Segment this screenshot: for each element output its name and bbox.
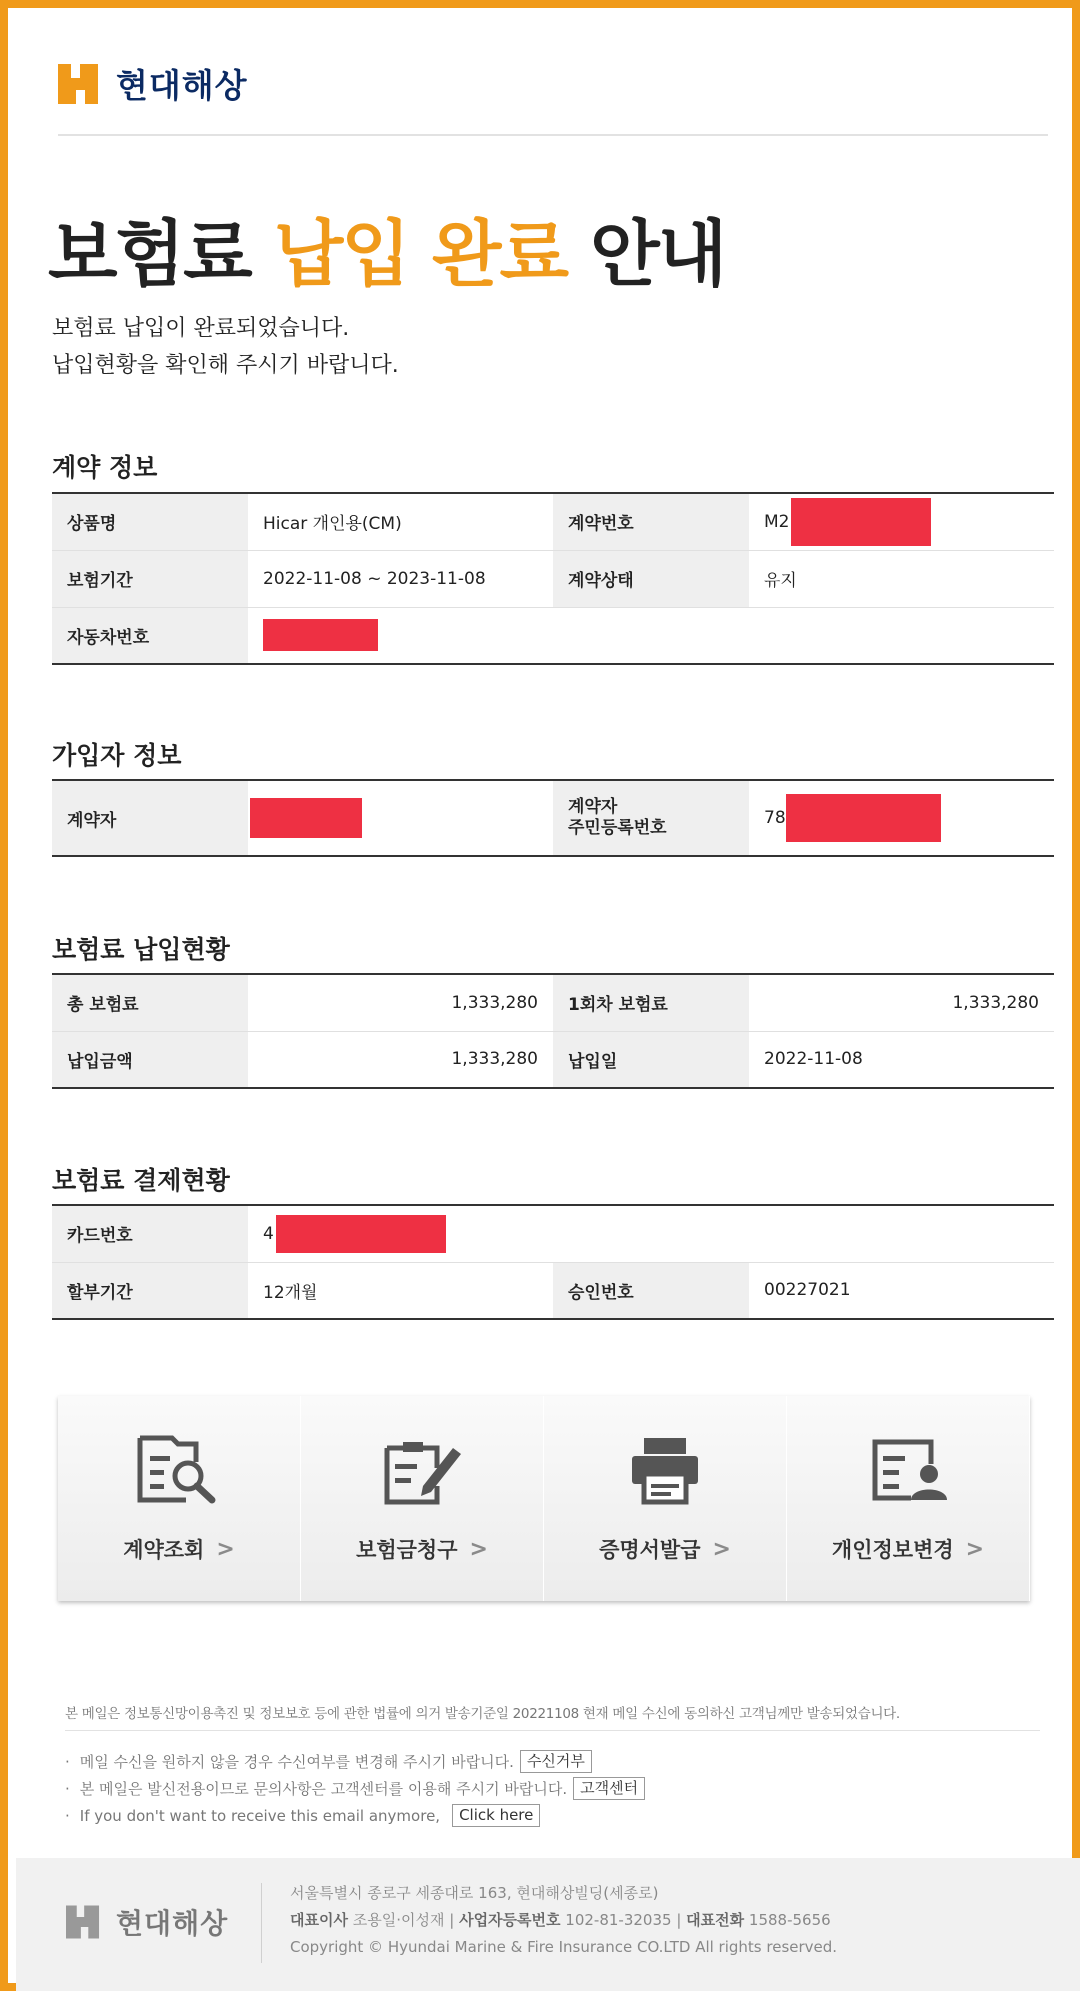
table-row (52, 607, 1054, 664)
approval-value: 00227021 (749, 1262, 1054, 1319)
title-part-1: 보험료 (48, 212, 274, 296)
personal-info-label (832, 1534, 984, 1564)
redaction-box (263, 619, 378, 651)
title-accent: 납입 완료 (273, 212, 568, 296)
bullet-dot: · (65, 1806, 70, 1825)
table-row (52, 493, 1054, 550)
customer-center-text: 본 메일은 발신전용이므로 문의사항은 고객센터를 이용해 주시기 바랍니다. (79, 1780, 568, 1798)
card-number-label: 카드번호 (52, 1205, 248, 1262)
footer (16, 1858, 1080, 1991)
rrn-cell (749, 780, 1054, 856)
redaction-box (786, 794, 941, 842)
printer-icon (622, 1434, 708, 1506)
holder-label: 계약자 (52, 780, 248, 856)
english-unsubscribe-text: If you don't want to receive this email anymore, (79, 1806, 441, 1825)
bullet-dot: · (65, 1779, 70, 1798)
card-number-cell (248, 1205, 1054, 1262)
clipboard-pen-icon (379, 1434, 465, 1506)
table-row (52, 1262, 1054, 1319)
chevron-right-icon: > (216, 1536, 235, 1562)
company-info (290, 1880, 837, 1961)
redaction-box (791, 498, 931, 546)
page-title (48, 196, 725, 300)
product-value: Hicar 개인용(CM) (248, 493, 553, 550)
biz-number-value: 102-81-32035 (565, 1911, 672, 1929)
list-item (65, 1802, 645, 1829)
settlement-info-table (52, 1204, 1054, 1320)
paid-date-value: 2022-11-08 (749, 1031, 1054, 1088)
car-number-label: 자동차번호 (52, 607, 248, 664)
contract-lookup-button[interactable] (58, 1396, 301, 1601)
title-part-2: 안내 (567, 212, 726, 296)
paid-date-label: 납입일 (553, 1031, 749, 1088)
certificate-label (599, 1534, 731, 1564)
product-label: 상품명 (52, 493, 248, 550)
hyundai-h-logo-icon (58, 64, 104, 104)
table-row (52, 974, 1054, 1031)
approval-label: 승인번호 (553, 1262, 749, 1319)
claim-button[interactable] (301, 1396, 544, 1601)
table-row (52, 1031, 1054, 1088)
contract-section-title: 계약 정보 (52, 453, 158, 482)
intro-text (52, 310, 399, 384)
hyundai-h-logo-icon (66, 1905, 104, 1939)
settlement-section-title: 보험료 결제현황 (52, 1166, 230, 1195)
payment-section-title: 보험료 납입현황 (52, 935, 230, 964)
footer-brand-name: 현대해상 (116, 1907, 229, 1940)
contract-lookup-text: 계약조회 (123, 1538, 205, 1562)
redaction-box (250, 798, 362, 838)
company-address: 서울특별시 종로구 세종대로 163, 현대해상빌딩(세종로) (290, 1884, 659, 1902)
notice-divider (65, 1730, 1040, 1731)
copyright: Copyright © Hyundai Marine & Fire Insurance CO.LTD All rights reserved. (290, 1938, 838, 1956)
ceo-label: 대표이사 (290, 1911, 348, 1929)
contract-number-label: 계약번호 (553, 493, 749, 550)
legal-notice: 본 메일은 정보통신망이용촉진 및 정보보호 등에 관한 법률에 의거 발송기준일 20221108 현재 메일 수신에 동의하신 고객님께만 발송되었습니다. (65, 1706, 900, 1722)
ceo-value: 조용일·이성재 (352, 1911, 445, 1929)
period-value: 2022-11-08 ~ 2023-11-08 (248, 550, 553, 607)
list-item (65, 1748, 645, 1775)
contract-info-table (52, 492, 1054, 665)
rrn-label (553, 780, 749, 856)
period-label: 보험기간 (52, 550, 248, 607)
chevron-right-icon: > (712, 1536, 731, 1562)
quick-menu (58, 1396, 1030, 1601)
paid-amount-label: 납입금액 (52, 1031, 248, 1088)
subscriber-info-table (52, 779, 1054, 857)
separator: | (676, 1911, 687, 1929)
click-here-button[interactable]: Click here (452, 1804, 540, 1827)
phone-label: 대표전화 (686, 1911, 745, 1929)
document-search-icon (136, 1434, 222, 1506)
car-number-cell (248, 607, 1054, 664)
rrn-value: 78 (764, 808, 786, 828)
contract-number-cell (749, 493, 1054, 550)
subscriber-section-title: 가입자 정보 (52, 741, 182, 770)
status-label: 계약상태 (553, 550, 749, 607)
phone-value: 1588-5656 (748, 1911, 831, 1929)
separator: | (449, 1911, 460, 1929)
redaction-box (276, 1215, 446, 1253)
table-row (52, 780, 1054, 856)
installment-value: 12개월 (248, 1262, 553, 1319)
notice-bullets (65, 1748, 645, 1829)
holder-cell (248, 780, 553, 856)
profile-card-icon (865, 1434, 951, 1506)
chevron-right-icon: > (469, 1536, 488, 1562)
certificate-button[interactable] (544, 1396, 787, 1601)
intro-line-1: 보험료 납입이 완료되었습니다. (52, 316, 350, 341)
unsubscribe-text: 메일 수신을 원하지 않을 경우 수신여부를 변경해 주시기 바랍니다. (79, 1753, 514, 1771)
payment-info-table (52, 973, 1054, 1089)
bullet-dot: · (65, 1752, 70, 1771)
total-premium-value: 1,333,280 (248, 974, 553, 1031)
claim-label (356, 1534, 488, 1564)
intro-line-2: 납입현황을 확인해 주시기 바랍니다. (52, 353, 399, 378)
footer-logo (66, 1902, 228, 1942)
footer-divider (261, 1883, 262, 1963)
list-item (65, 1775, 645, 1802)
certificate-text: 증명서발급 (599, 1538, 701, 1562)
contract-number-value: M2 (764, 511, 790, 532)
brand-name: 현대해상 (116, 66, 248, 105)
card-number-value: 4 (263, 1223, 274, 1244)
unsubscribe-button[interactable]: 수신거부 (520, 1750, 592, 1773)
first-premium-value: 1,333,280 (749, 974, 1054, 1031)
header-divider (58, 134, 1048, 136)
table-row (52, 550, 1054, 607)
total-premium-label: 총 보험료 (52, 974, 248, 1031)
contract-lookup-label (123, 1534, 235, 1564)
table-row (52, 1205, 1054, 1262)
rrn-label-line-2: 주민등록번호 (568, 818, 667, 838)
customer-center-button[interactable]: 고객센터 (573, 1777, 645, 1800)
status-value: 유지 (749, 550, 1054, 607)
installment-label: 할부기간 (52, 1262, 248, 1319)
paid-amount-value: 1,333,280 (248, 1031, 553, 1088)
first-premium-label: 1회차 보험료 (553, 974, 749, 1031)
brand-logo[interactable] (58, 60, 248, 107)
personal-info-button[interactable] (787, 1396, 1030, 1601)
rrn-label-line-1: 계약자 (568, 797, 618, 817)
claim-text: 보험금청구 (356, 1538, 458, 1562)
chevron-right-icon: > (965, 1536, 985, 1562)
personal-info-text: 개인정보변경 (831, 1538, 954, 1562)
company-details (290, 1907, 837, 1934)
biz-number-label: 사업자등록번호 (459, 1911, 561, 1929)
